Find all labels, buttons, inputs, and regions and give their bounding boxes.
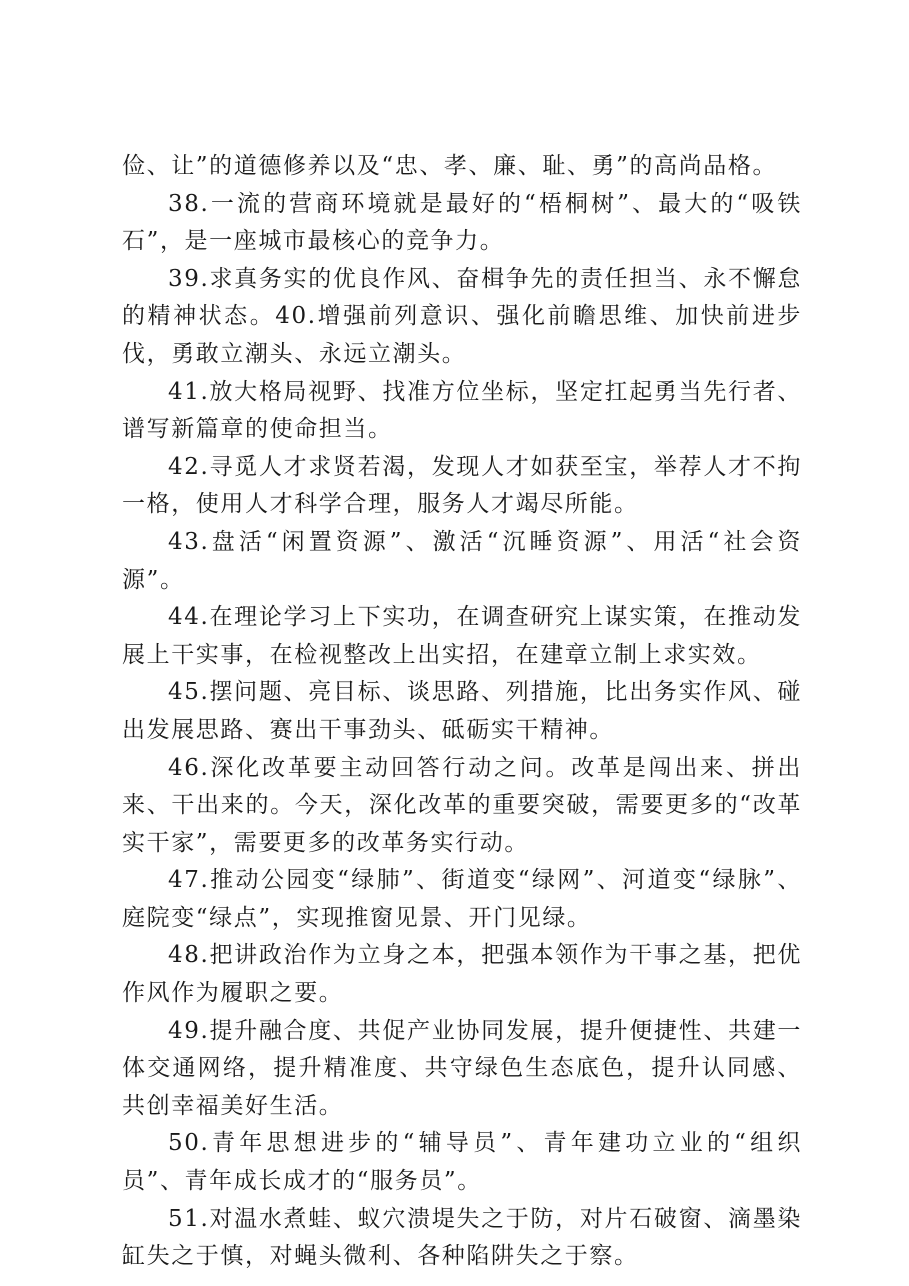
paragraph-38: 38.一流的营商环境就是最好的“梧桐树”、最大的“吸铁石”，是一座城市最核心的竞争力。 bbox=[122, 190, 802, 255]
paragraph-48: 48.把讲政治作为立身之本，把强本领作为干事之基，把优作风作为履职之要。 bbox=[122, 942, 802, 1007]
paragraph-51: 51.对温水煮蛙、蚁穴溃堤失之于防，对片石破窗、滴墨染缸失之于慎，对蝇头微利、各种陷阱失之于察。 bbox=[122, 1205, 802, 1270]
paragraph-44: 44.在理论学习上下实功，在调查研究上谋实策，在推动发展上干实事，在检视整改上出实招，在建章立制上求实效。 bbox=[122, 604, 802, 668]
paragraph-47: 47.推动公园变“绿肺”、街道变“绿网”、河道变“绿脉”、庭院变“绿点”，实现推窗见景、开门见绿。 bbox=[122, 867, 802, 931]
paragraph-50: 50.青年思想进步的“辅导员”、青年建功立业的“组织员”、青年成长成才的“服务员”。 bbox=[122, 1130, 802, 1195]
paragraph-46: 46.深化改革要主动回答行动之问。改革是闯出来、拼出来、干出来的。今天，深化改革的重要突破，需要更多的“改革实干家”，需要更多的改革务实行动。 bbox=[122, 754, 802, 856]
document-body bbox=[122, 148, 802, 1276]
paragraph-41: 41.放大格局视野、找准方位坐标，坚定扛起勇当先行者、谱写新篇章的使命担当。 bbox=[122, 378, 802, 443]
paragraph-43: 43.盘活“闲置资源”、激活“沉睡资源”、用活“社会资源”。 bbox=[122, 528, 802, 593]
paragraph-49: 49.提升融合度、共促产业协同发展，提升便捷性、共建一体交通网络，提升精准度、共守绿色生态底色，提升认同感、共创幸福美好生活。 bbox=[122, 1017, 802, 1119]
paragraph-45: 45.摆问题、亮目标、谈思路、列措施，比出务实作风、碰出发展思路、赛出干事劲头、砥砺实干精神。 bbox=[122, 679, 802, 743]
paragraph-42: 42.寻觅人才求贤若渴，发现人才如获至宝，举荐人才不拘一格，使用人才科学合理，服务人才竭尽所能。 bbox=[122, 453, 802, 518]
paragraph-37-continuation: 俭、让”的道德修养以及“忠、孝、廉、耻、勇”的高尚品格。 bbox=[122, 153, 778, 179]
paragraph-39: 39.求真务实的优良作风、奋楫争先的责任担当、永不懈怠的精神状态。40.增强前列意识、强化前瞻思维、加快前进步伐，勇敢立潮头、永远立潮头。 bbox=[122, 265, 802, 367]
